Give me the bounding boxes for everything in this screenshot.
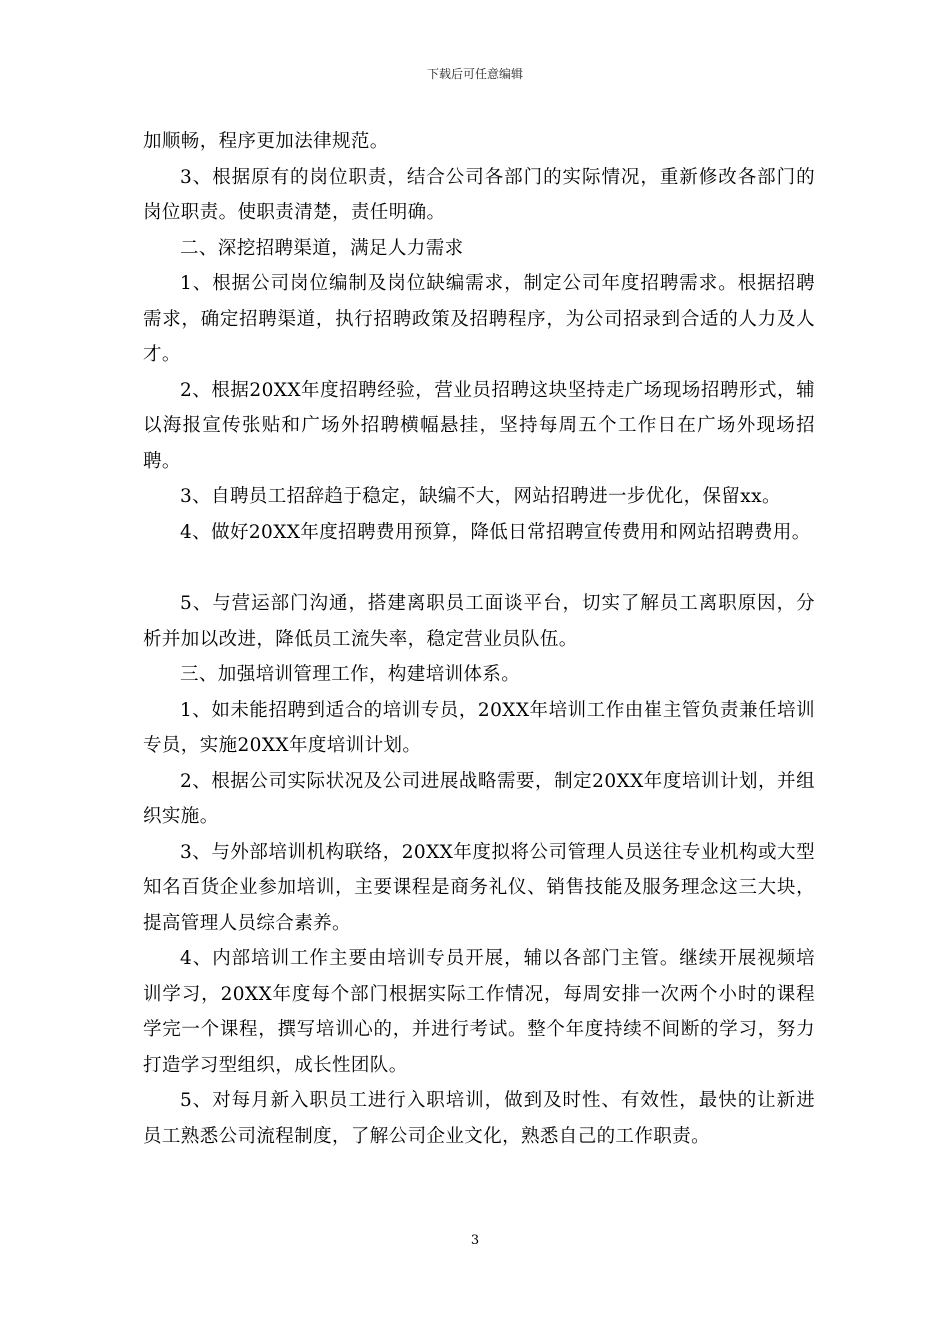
- paragraph: 4、做好20XX年度招聘费用预算，降低日常招聘宣传费用和网站招聘费用。: [180, 521, 811, 543]
- section-heading: 三、加强培训管理工作，构建培训体系。: [180, 664, 521, 685]
- paragraph: 4、内部培训工作主要由培训专员开展，辅以各部门主管。继续开展视频培训学习，20XX年度每个部门根据实际工作情况，每周安排一次两个小时的课程学完一个课程，撰写培训心的，并进行考试。整个年度持续不间断的学习，努力打造学习型组织，成长性团队。: [143, 948, 815, 1076]
- paragraph-continuation: 加顺畅，程序更加法律规范。: [143, 131, 389, 152]
- paragraph: 1、如未能招聘到适合的培训专员，20XX年培训工作由崔主管负责兼任培训专员，实施20XX年度培训计划。: [143, 699, 815, 756]
- paragraph: 3、自聘员工招辞趋于稳定，缺编不大，网站招聘进一步优化，保留xx。: [180, 486, 781, 507]
- section-heading: 二、深挖招聘渠道，满足人力需求: [180, 237, 464, 259]
- paragraph: 3、与外部培训机构联络，20XX年度拟将公司管理人员送往专业机构或大型知名百货企业参加培训，主要课程是商务礼仪、销售技能及服务理念这三大块，提高管理人员综合素养。: [143, 841, 815, 934]
- paragraph: 1、根据公司岗位编制及岗位缺编需求，制定公司年度招聘需求。根据招聘需求，确定招聘渠道，执行招聘政策及招聘程序，为公司招录到合适的人力及人才。: [143, 273, 815, 365]
- paragraph: 2、根据公司实际状况及公司进展战略需要，制定20XX年度培训计划，并组织实施。: [143, 770, 815, 827]
- paragraph: 2、根据20XX年度招聘经验，营业员招聘这块坚持走广场现场招聘形式，辅以海报宣传张贴和广场外招聘横幅悬挂，坚持每周五个工作日在广场外现场招聘。: [143, 379, 815, 472]
- paragraph: 5、对每月新入职员工进行入职培训，做到及时性、有效性，最快的让新进员工熟悉公司流程制度，了解公司企业文化，熟悉自己的工作职责。: [143, 1090, 815, 1147]
- document-body: [143, 124, 815, 1154]
- page-number: 3: [470, 1233, 480, 1248]
- paragraph: 3、根据原有的岗位职责，结合公司各部门的实际情况，重新修改各部门的岗位职责。使职责清楚，责任明确。: [143, 166, 815, 223]
- paragraph: 5、与营运部门沟通，搭建离职员工面谈平台，切实了解员工离职原因，分析并加以改进，降低员工流失率，稳定营业员队伍。: [143, 593, 815, 650]
- page-header: 下载后可任意编辑: [426, 67, 523, 81]
- blank-line: [143, 550, 815, 586]
